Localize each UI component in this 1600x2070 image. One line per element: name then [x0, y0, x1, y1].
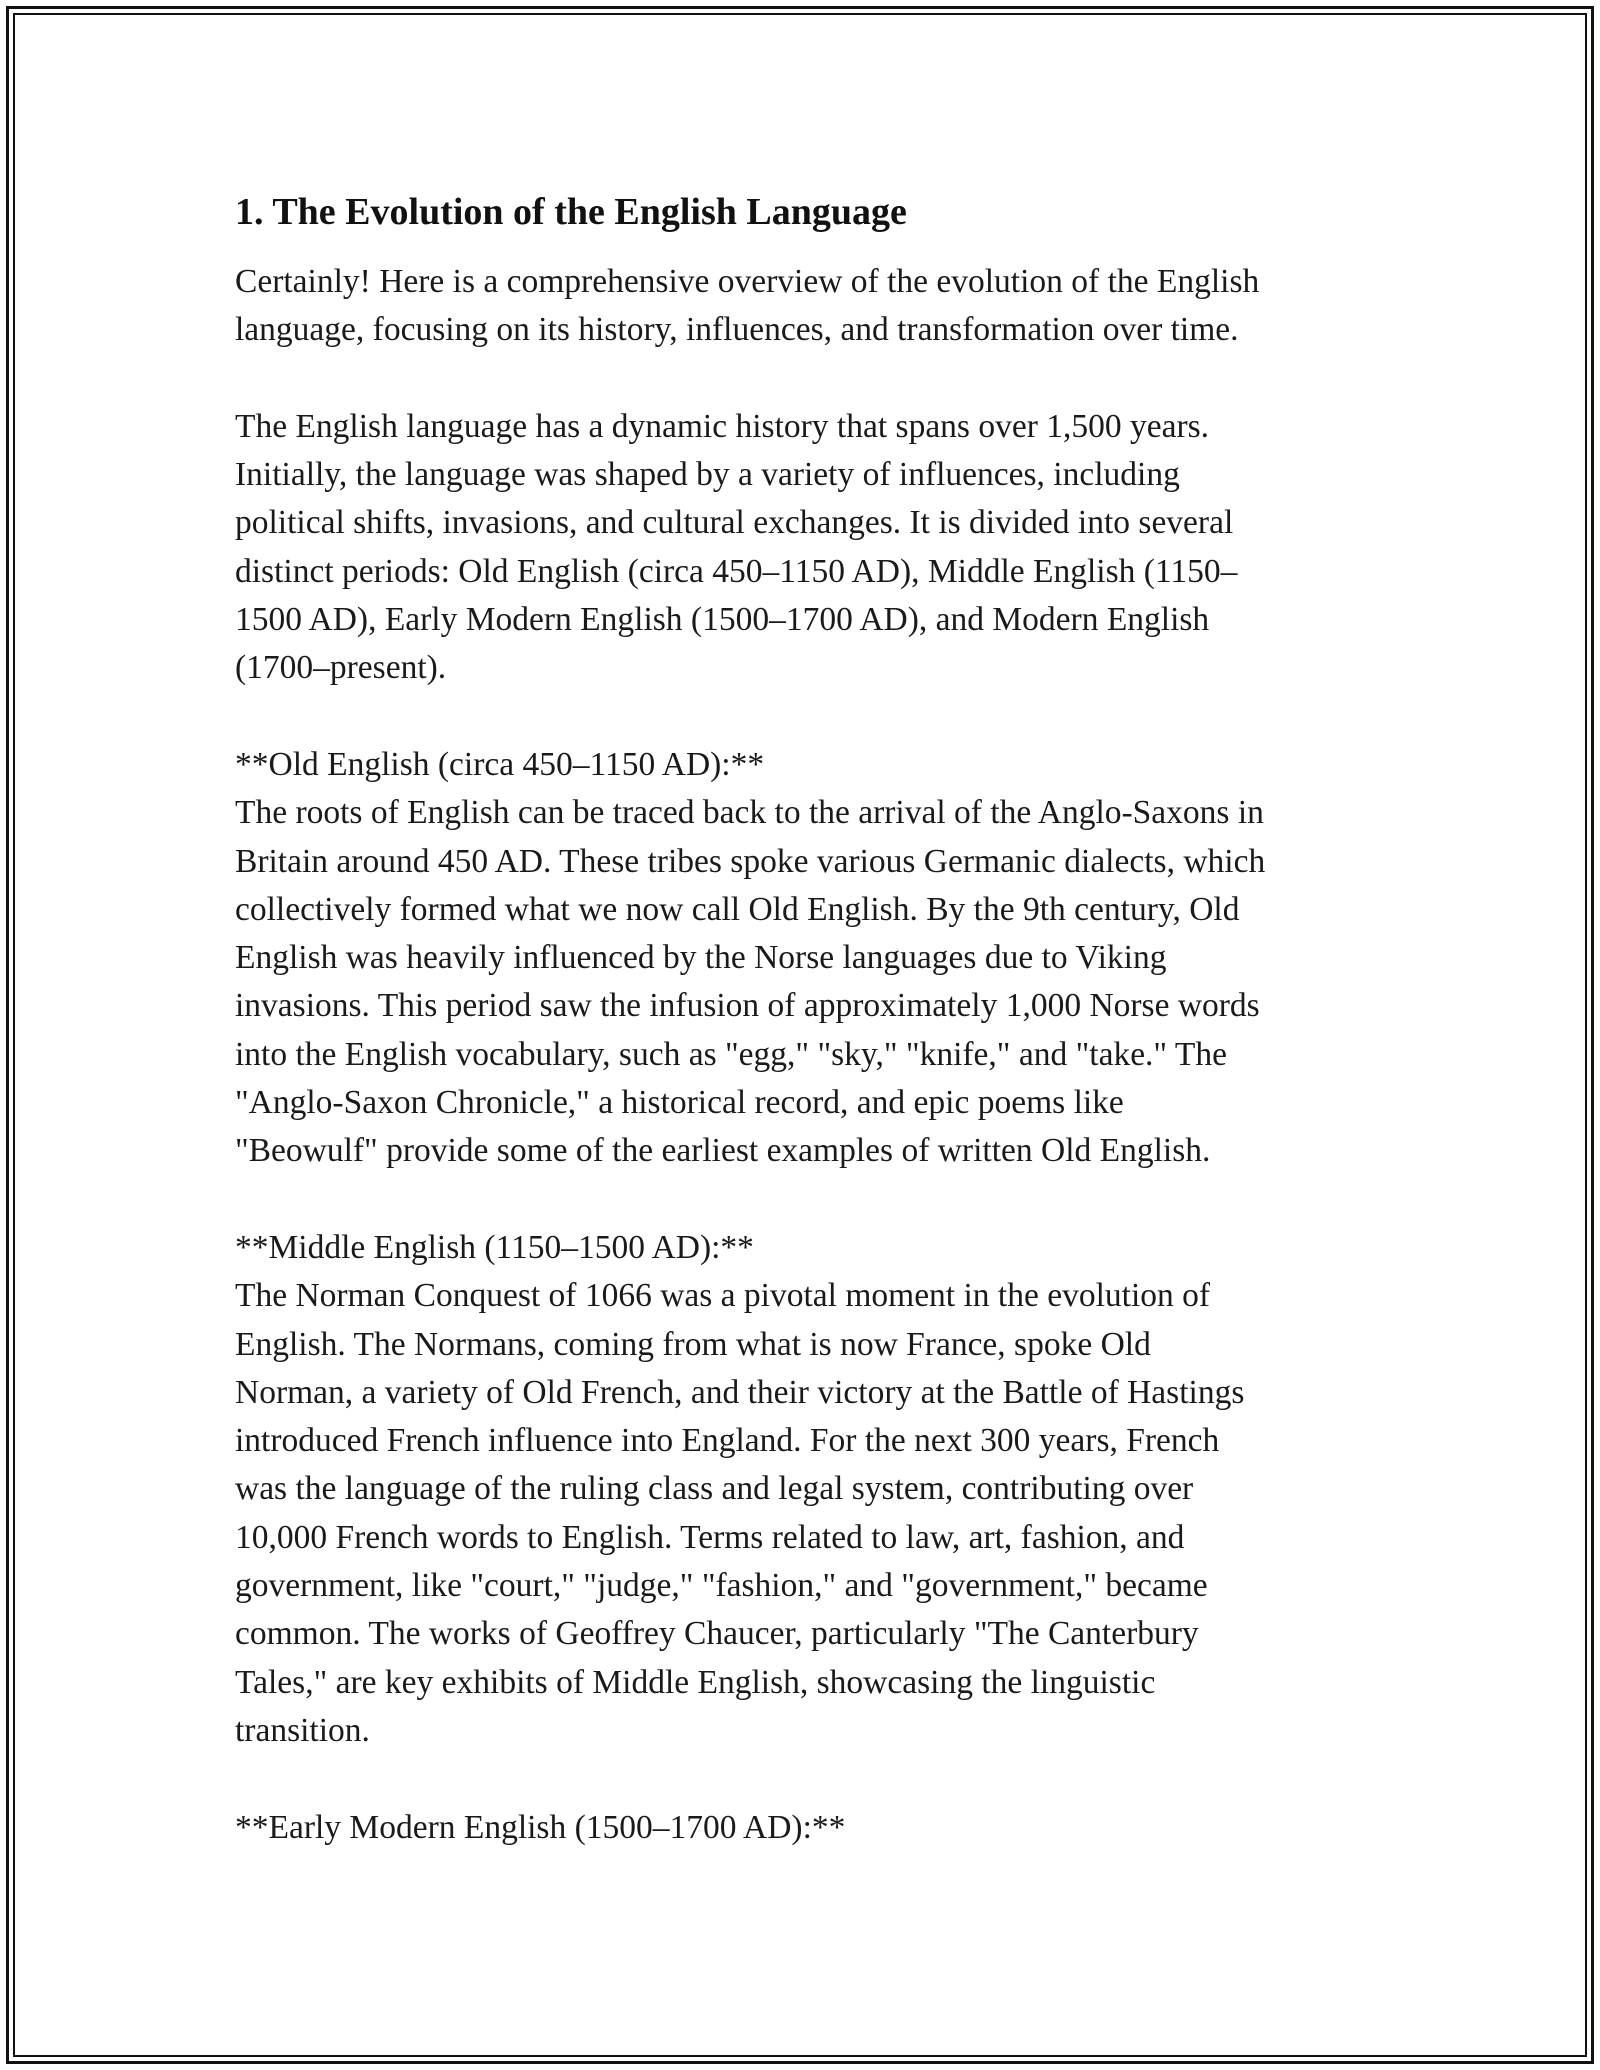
text-line: Certainly! Here is a comprehensive overview of the evolution of the English: [235, 263, 1260, 300]
text-line: The English language has a dynamic history that spans over 1,500 years.: [235, 407, 1210, 445]
text-line: government, like "court," "judge," "fashion," and "government," became: [235, 1567, 1208, 1605]
text-line: invasions. This period saw the infusion of approximately 1,000 Norse words: [235, 987, 1260, 1025]
text-line: 10,000 French words to English. Terms related to law, art, fashion, and: [235, 1518, 1185, 1556]
text-line: political shifts, invasions, and cultural exchanges. It is divided into several: [235, 504, 1234, 542]
text-line: Britain around 450 AD. These tribes spoke various Germanic dialects, which: [235, 842, 1266, 880]
paragraph-old-english: [235, 741, 1375, 1176]
text-line: The roots of English can be traced back to the arrival of the Anglo-Saxons in: [235, 794, 1264, 832]
paragraph-middle-english: [235, 1224, 1375, 1755]
section-heading: **Old English (circa 450–1150 AD):**: [235, 745, 765, 783]
paragraph-overview: [235, 403, 1375, 693]
paragraph-intro: [235, 258, 1375, 355]
text-line: "Anglo-Saxon Chronicle," a historical record, and epic poems like: [235, 1084, 1124, 1122]
text-line: language, focusing on its history, influences, and transformation over time.: [235, 311, 1239, 349]
text-line: Tales," are key exhibits of Middle English, showcasing the linguistic: [235, 1663, 1156, 1701]
document-body: [235, 186, 1375, 1900]
text-line: common. The works of Geoffrey Chaucer, particularly "The Canterbury: [235, 1615, 1199, 1653]
paragraph-early-modern-english: [235, 1804, 1375, 1852]
text-line: transition.: [235, 1711, 370, 1749]
text-line: (1700–present).: [235, 649, 447, 687]
text-line: was the language of the ruling class and legal system, contributing over: [235, 1470, 1194, 1508]
text-line: "Beowulf" provide some of the earliest examples of written Old English.: [235, 1132, 1211, 1170]
text-line: collectively formed what we now call Old English. By the 9th century, Old: [235, 890, 1240, 928]
text-line: Norman, a variety of Old French, and their victory at the Battle of Hastings: [235, 1373, 1245, 1411]
text-line: The Norman Conquest of 1066 was a pivotal moment in the evolution of: [235, 1277, 1211, 1315]
text-line: English. The Normans, coming from what is now France, spoke Old: [235, 1325, 1151, 1363]
text-line: 1500 AD), Early Modern English (1500–1700 AD), and Modern English: [235, 601, 1210, 639]
text-line: into the English vocabulary, such as "egg," "sky," "knife," and "take." The: [235, 1035, 1227, 1073]
text-line: Initially, the language was shaped by a variety of influences, including: [235, 456, 1180, 494]
section-heading: **Early Modern English (1500–1700 AD):**: [235, 1808, 846, 1846]
document-title: 1. The Evolution of the English Language: [235, 191, 907, 233]
text-line: English was heavily influenced by the Norse languages due to Viking: [235, 939, 1167, 977]
text-line: distinct periods: Old English (circa 450–1150 AD), Middle English (1150–: [235, 552, 1238, 590]
text-line: introduced French influence into England. For the next 300 years, French: [235, 1422, 1220, 1460]
section-heading: **Middle English (1150–1500 AD):**: [235, 1228, 754, 1266]
